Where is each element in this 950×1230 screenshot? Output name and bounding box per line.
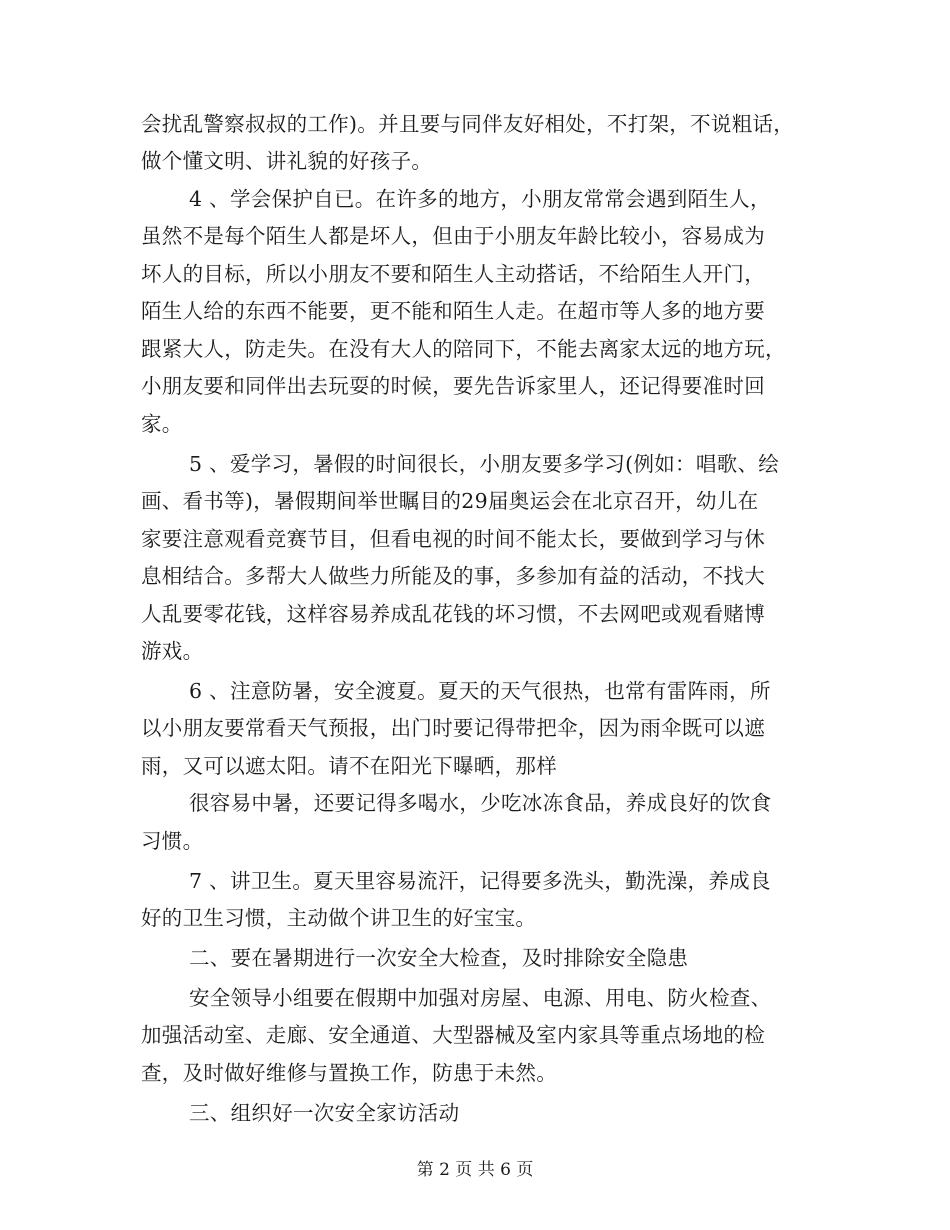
text-line: 以小朋友要常看天气预报，出门时要记得带把伞，因为雨伞既可以遮 [141,716,765,740]
text-line: 加强活动室、走廊、安全通道、大型器械及室内家具等重点场地的检 [141,1023,765,1047]
section-heading-3: 三、组织好一次安全家访活动 [189,1101,460,1125]
text-line: 息相结合。多帮大人做些力所能及的事，多参加有益的活动，不找大 [141,564,765,588]
paragraph-start: 安全领导小组要在假期中加强对房屋、电源、用电、防火检查、 [189,986,772,1010]
text-line: 雨，又可以遮太阳。请不在阳光下曝晒，那样 [141,754,557,778]
text-line: 家。 [141,412,183,436]
text-line: 很容易中暑，还要记得多喝水，少吃冰冻食品，养成良好的饮食 [189,791,772,815]
text-line: 习惯。 [141,829,204,853]
text-line: 人乱要零花钱，这样容易养成乱花钱的坏习惯，不去网吧或观看赌博 [141,602,765,626]
text-line: 会扰乱警察叔叔的工作)。并且要与同伴友好相处，不打架，不说粗话， [141,112,795,136]
paragraph-7-start: 7 、讲卫生。夏天里容易流汗，记得要多洗头，勤洗澡，养成良 [189,869,771,893]
section-heading-2: 二、要在暑期进行一次安全大检查，及时排除安全隐患 [189,946,689,970]
text-line: 画、看书等)，暑假期间举世瞩目的29届奥运会在北京召开，幼儿在 [141,489,759,513]
text-line: 做个懂文明、讲礼貌的好孩子。 [141,149,433,173]
text-line: 好的卫生习惯，主动做个讲卫生的好宝宝。 [141,906,537,930]
text-line: 虽然不是每个陌生人都是坏人，但由于小朋友年龄比较小，容易成为 [141,224,765,248]
page-number-footer: 第 2 页 共 6 页 [416,1160,534,1180]
text-line: 跟紧大人，防走失。在没有大人的陪同下，不能去离家太远的地方玩， [141,337,786,361]
text-line: 家要注意观看竞赛节目，但看电视的时间不能太长，要做到学习与休 [141,527,765,551]
text-line: 坏人的目标，所以小朋友不要和陌生人主动搭话，不给陌生人开门， [141,262,765,286]
text-line: 游戏。 [141,639,204,663]
paragraph-6-start: 6 、注意防暑，安全渡夏。夏天的天气很热，也常有雷阵雨，所 [189,679,771,703]
text-line: 小朋友要和同伴出去玩耍的时候，要先告诉家里人，还记得要准时回 [141,374,765,398]
paragraph-4-start: 4 、学会保护自已。在许多的地方，小朋友常常会遇到陌生人， [189,187,771,211]
text-line: 陌生人给的东西不能要，更不能和陌生人走。在超市等人多的地方要 [141,299,765,323]
paragraph-5-start: 5 、爱学习，暑假的时间很长，小朋友要多学习(例如：唱歌、绘 [189,452,780,476]
text-line: 查，及时做好维修与置换工作，防患于未然。 [141,1061,557,1085]
